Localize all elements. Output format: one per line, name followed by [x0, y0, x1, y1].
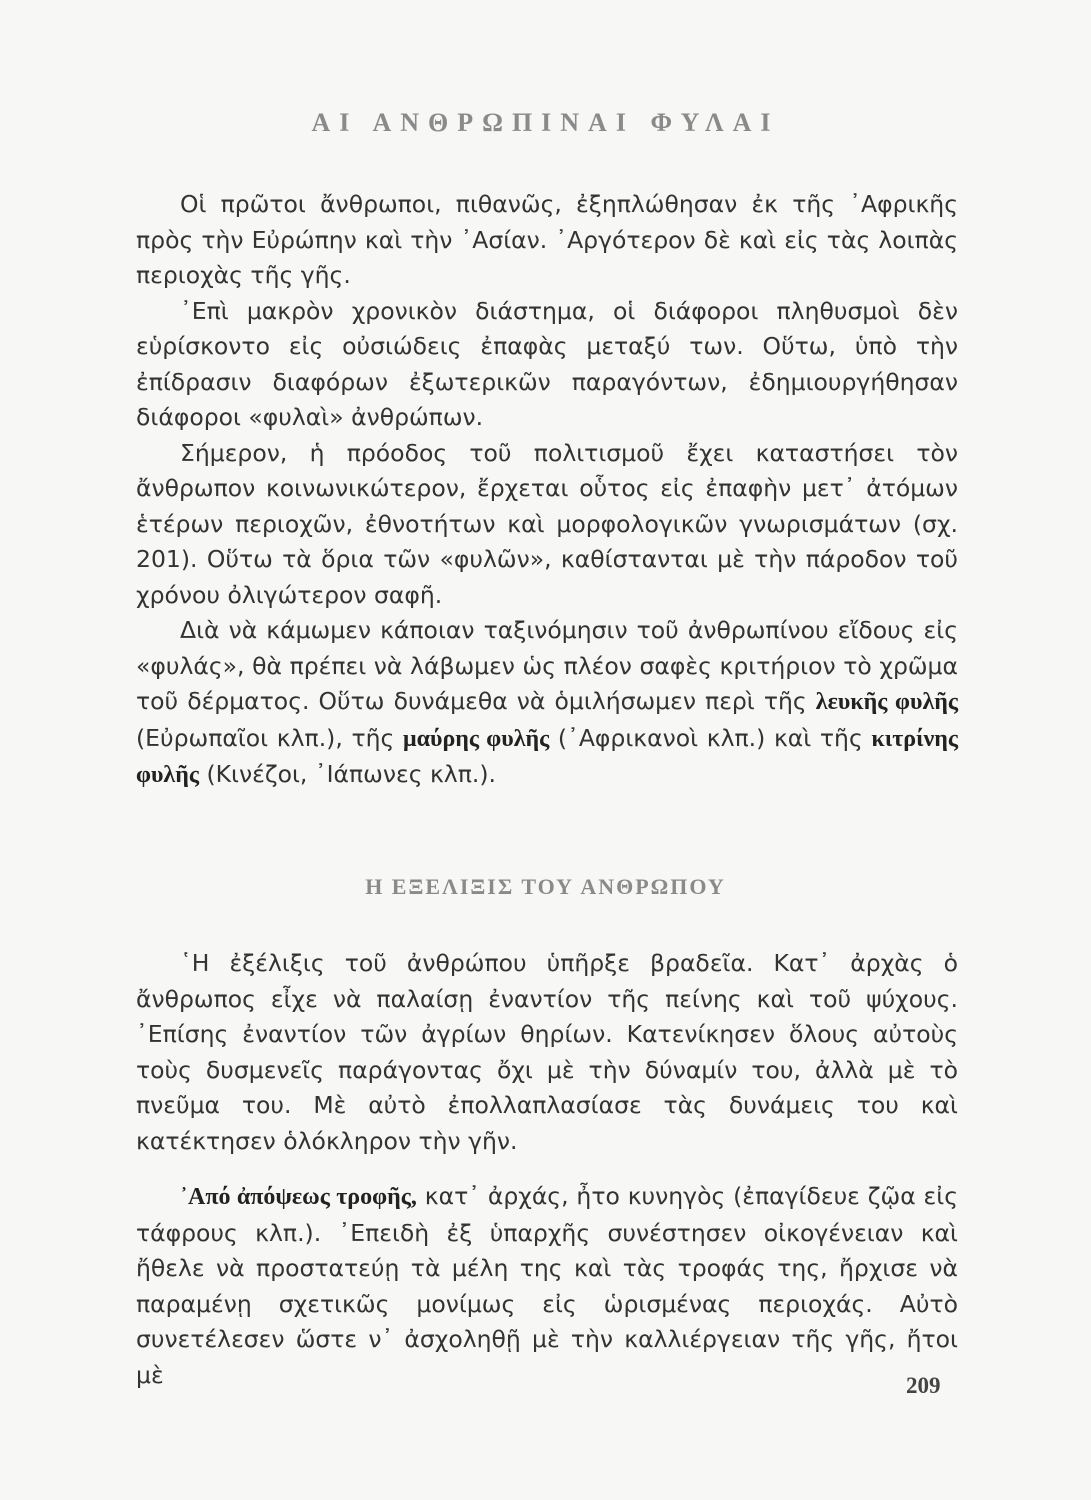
bold-term-white-race: λευκῆς φυλῆς — [815, 689, 958, 715]
text-run: κατ᾿ ἀρχάς, ἦτο κυνηγὸς (ἐπαγίδευε ζῷα εἰς τάφρους κλπ.). ᾿Επειδὴ ἐξ ὑπαρχῆς συνέστησεν οἰκογένειαν καὶ ἤθελε νὰ προστατεύῃ τὰ μέλη της καὶ τὰς τροφάς της, ἤρχισε νὰ παραμένῃ σχετικῶς μονίμως εἰς ὡρισμένας περιοχάς. Αὐτὸ συνετέλεσεν ὥστε ν᾿ ἀσχοληθῇ μὲ τὴν καλλιέργειαν τῆς γῆς, ἤτοι μὲ — [136, 1182, 958, 1389]
bold-term-black-race: μαύρης φυλῆς — [403, 725, 550, 752]
paragraph — [136, 613, 958, 794]
bold-term-food: ᾿Από ἀπόψεως τροφῆς, — [180, 1184, 417, 1210]
section-body-human-evolution — [136, 946, 958, 1159]
text-run: (Εὐρωπαῖοι κλπ.), τῆς — [136, 723, 403, 752]
paragraph: ᾿Επὶ μακρὸν χρονικὸν διάστημα, οἱ διάφοροι πληθυσμοὶ δὲν εὑρίσκοντο εἰς οὐσιώδεις ἐπαφὰς μεταξύ των. Οὕτω, ὑπὸ τὴν ἐπίδρασιν διαφόρων ἐξωτερικῶν παραγόντων, ἐδημιουργήθησαν διάφοροι «φυλαὶ» ἀνθρώπων. — [136, 296, 958, 431]
paragraph: ῾Η ἐξέλιξις τοῦ ἀνθρώπου ὑπῆρξε βραδεῖα. Κατ᾿ ἀρχὰς ὁ ἄνθρωπος εἶχε νὰ παλαίσῃ ἐναντίον τῆς πείνης καὶ τοῦ ψύχους. ᾿Επίσης ἐναντίον τῶν ἀγρίων θηρίων. Κατενίκησεν ὅλους αὐτοὺς τοὺς δυσμενεῖς παράγοντας ὄχι μὲ τὴν δύναμίν του, ἀλλὰ μὲ τὸ πνεῦμα του. Μὲ αὐτὸ ἐπολλαπλασίασε τὰς δυνάμεις του καὶ κατέκτησεν ὁλόκληρον τὴν γῆν. — [136, 949, 958, 1155]
paragraph — [136, 1179, 958, 1393]
paragraph: Σήμερον, ἡ πρόοδος τοῦ πολιτισμοῦ ἔχει καταστήσει τὸν ἄνθρωπον κοινωνικώτερον, ἔρχεται οὗτος εἰς ἐπαφὴν μετ᾿ ἀτόμων ἑτέρων περιοχῶν, ἐθνοτήτων καὶ μορφολογικῶν γνωρισμάτων (σχ. 201). Οὕτω τὰ ὅρια τῶν «φυλῶν», καθίστανται μὲ τὴν πάροδον τοῦ χρόνου ὀλιγώτερον σαφῆ. — [136, 438, 958, 609]
paragraph: Οἱ πρῶτοι ἄνθρωποι, πιθανῶς, ἐξηπλώθησαν ἐκ τῆς ᾿Αφρικῆς πρὸς τὴν Εὐρώπην καὶ τὴν ᾿Ασίαν. ᾿Αργότερον δὲ καὶ εἰς τὰς λοιπὰς περιοχὰς τῆς γῆς. — [136, 190, 958, 289]
bold-term-yellow-race: κιτρίνης φυλῆς — [136, 725, 959, 788]
text-run: Διὰ νὰ κάμωμεν κάποιαν ταξινόμησιν τοῦ ἀνθρωπίνου εἴδους εἰς «φυλάς», θὰ πρέπει νὰ λάβωμεν ὡς πλέον σαφὲς κριτήριον τὸ χρῶμα τοῦ δέρματος. Οὕτω δυνάμεθα νὰ ὁμιλήσωμεν περὶ τῆς — [136, 616, 958, 715]
section-body-food — [136, 1179, 958, 1393]
text-run: (᾿Αφρικανοὶ κλπ.) καὶ τῆς — [549, 723, 872, 752]
page-number: 209 — [906, 1373, 941, 1398]
text-run: (Κινέζοι, ᾿Ιάπωνες κλπ.). — [198, 760, 496, 788]
section-body-human-races — [136, 187, 958, 794]
section-title-human-evolution: Η ΕΞΕΛΙΞΙΣ ΤΟΥ ΑΝΘΡΩΠΟΥ — [365, 874, 726, 899]
section-title-human-races: ΑΙ ΑΝΘΡΩΠΙΝΑΙ ΦΥΛΑΙ — [311, 108, 780, 137]
